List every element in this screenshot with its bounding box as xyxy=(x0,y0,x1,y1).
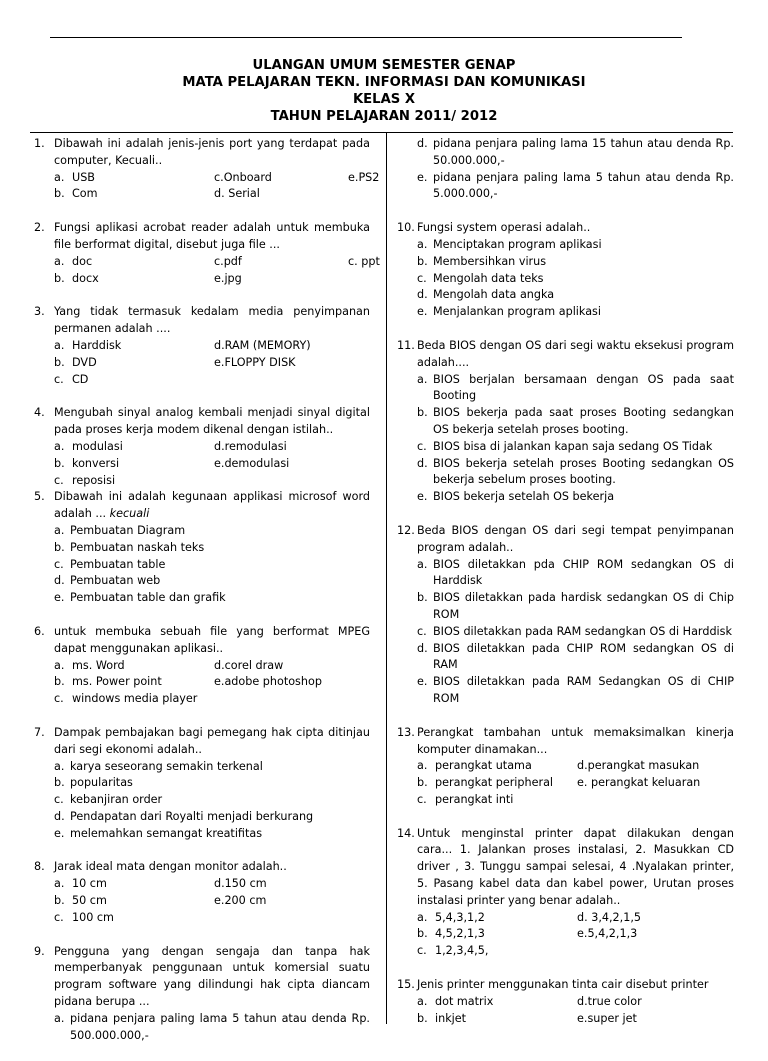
option-text: BIOS diletakkan pada hardisk sedangkan OS di Chip ROM xyxy=(433,591,734,621)
option-text: dot matrix xyxy=(435,994,494,1008)
question-text xyxy=(34,725,370,759)
option-text: d. 3,4,2,1,5 xyxy=(577,910,642,924)
option-letter: c. xyxy=(417,944,427,958)
question-item xyxy=(34,405,370,489)
question-item xyxy=(397,725,734,809)
option-text: popularitas xyxy=(70,776,133,790)
option-letter: b. xyxy=(417,927,428,941)
question-item xyxy=(397,220,734,321)
answer-row xyxy=(54,876,370,893)
answer-options xyxy=(417,372,734,506)
option-text: d.true color xyxy=(577,994,642,1008)
answer-options xyxy=(54,439,370,489)
question-item xyxy=(34,859,370,926)
answer-option xyxy=(54,826,370,843)
option-text: e.jpg xyxy=(214,271,242,285)
answer-option xyxy=(417,304,734,321)
answer-row xyxy=(54,254,380,271)
option-letter: e. xyxy=(417,170,428,184)
question-emphasis: kecuali xyxy=(109,507,150,521)
question-number: 4. xyxy=(34,406,45,420)
option-text: c.Onboard xyxy=(214,170,272,184)
option-letter: a. xyxy=(54,1011,65,1025)
answer-option xyxy=(417,271,734,288)
answer-options xyxy=(54,523,370,607)
question-item xyxy=(34,624,370,708)
answer-option xyxy=(54,792,370,809)
option-text: ms. Word xyxy=(72,658,125,672)
option-text: pidana penjara paling lama 15 tahun atau denda Rp. 50.000.000,- xyxy=(433,137,734,167)
header-line-4: TAHUN PELAJARAN 2011/ 2012 xyxy=(270,109,498,124)
header-line-3: KELAS X xyxy=(352,92,416,107)
option-text: reposisi xyxy=(72,473,116,487)
option-text: perangkat peripheral xyxy=(435,776,554,790)
answer-option xyxy=(54,809,370,826)
option-letter: a. xyxy=(54,170,65,184)
question-item xyxy=(397,977,734,1027)
option-text: d.remodulasi xyxy=(214,439,287,453)
option-text: pidana penjara paling lama 5 tahun atau denda Rp. 5.000.000,- xyxy=(433,170,734,201)
option-letter: b. xyxy=(54,776,65,790)
option-text: Harddisk xyxy=(72,338,122,352)
option-text: modulasi xyxy=(72,439,123,453)
option-letter: b. xyxy=(54,894,65,908)
option-text: Mengolah data teks xyxy=(433,271,544,285)
question-body: Pengguna yang dengan sengaja dan tanpa hak memperbanyak penggunaan untuk komersial suatu program software yang dilindungi hak cipta diancam pidana berupa ... xyxy=(54,944,370,1009)
question-number: 8. xyxy=(34,860,45,874)
option-text: e.demodulasi xyxy=(214,456,290,470)
answer-options xyxy=(54,338,370,388)
option-letter: e. xyxy=(54,826,65,840)
answer-option xyxy=(417,136,734,170)
question-item xyxy=(34,944,370,1045)
option-text: c. ppt xyxy=(348,254,380,268)
option-text: kebanjiran order xyxy=(70,793,163,807)
option-letter: b. xyxy=(54,271,65,285)
answer-row xyxy=(54,691,370,708)
left-column xyxy=(34,136,380,1061)
option-text: d.corel draw xyxy=(214,658,284,672)
question-text xyxy=(397,977,734,994)
option-letter: a. xyxy=(54,254,65,268)
question-body: Dibawah ini adalah jenis-jenis port yang terdapat pada computer, Kecuali.. xyxy=(54,137,370,167)
option-letter: b. xyxy=(54,187,65,201)
option-text: 100 cm xyxy=(72,910,114,924)
answer-option xyxy=(54,523,370,540)
question-item xyxy=(397,523,734,708)
answer-options xyxy=(54,876,370,926)
question-body: Beda BIOS dengan OS dari segi tempat penyimpanan program adalah.. xyxy=(417,523,734,554)
option-letter: a. xyxy=(417,237,428,251)
option-letter: d. xyxy=(417,288,428,302)
option-text: DVD xyxy=(72,355,97,369)
option-letter: b. xyxy=(417,254,428,268)
answer-row xyxy=(417,775,734,792)
question-number: 5. xyxy=(34,490,45,504)
option-text: d.perangkat masukan xyxy=(577,759,700,773)
answer-options xyxy=(54,658,370,708)
answer-option xyxy=(54,573,370,590)
option-text: BIOS diletakkan pada CHIP ROM sedangkan OS di RAM xyxy=(433,641,734,672)
answer-options xyxy=(417,237,734,321)
question-text xyxy=(34,405,370,439)
option-text: BIOS berjalan bersamaan dengan OS pada saat Booting xyxy=(433,372,734,403)
answer-option xyxy=(417,557,734,591)
option-text: 1,2,3,4,5, xyxy=(435,944,489,958)
option-letter: c. xyxy=(417,439,427,453)
option-text: perangkat utama xyxy=(435,759,532,773)
option-text: e.adobe photoshop xyxy=(214,675,322,689)
question-item xyxy=(34,220,380,287)
answer-option xyxy=(417,254,734,271)
option-letter: d. xyxy=(417,456,428,470)
answer-row xyxy=(417,1011,734,1028)
answer-option xyxy=(417,237,734,254)
answer-row xyxy=(417,994,734,1011)
option-text: Pembuatan table dan grafik xyxy=(70,591,226,605)
option-text: inkjet xyxy=(435,1011,467,1025)
answer-row xyxy=(54,372,370,389)
question-number: 11. xyxy=(397,338,415,352)
option-letter: b. xyxy=(54,456,65,470)
question-item xyxy=(34,489,370,607)
answer-options xyxy=(417,994,734,1028)
option-letter: a. xyxy=(54,338,65,352)
option-text: pidana penjara paling lama 5 tahun atau denda Rp. 500.000.000,- xyxy=(70,1011,370,1042)
question-body: Perangkat tambahan untuk memaksimalkan kinerja komputer dinamakan... xyxy=(417,725,734,756)
question-text xyxy=(34,136,370,170)
question-number: 2. xyxy=(34,221,45,235)
option-text: e. perangkat keluaran xyxy=(577,776,701,790)
answer-row xyxy=(54,658,370,675)
option-text: Mengolah data angka xyxy=(433,288,555,302)
answer-row xyxy=(54,170,380,187)
option-letter: c. xyxy=(417,792,427,806)
question-body: untuk membuka sebuah file yang berformat MPEG dapat menggunakan aplikasi.. xyxy=(54,624,370,655)
option-text: Pembuatan table xyxy=(70,557,166,571)
option-text: BIOS diletakkan pada RAM sedangkan OS di Harddisk xyxy=(433,624,732,638)
answer-option xyxy=(417,372,734,406)
option-letter: a. xyxy=(54,759,65,773)
option-letter: e. xyxy=(54,591,65,605)
answer-option xyxy=(417,439,734,456)
question-text xyxy=(34,489,370,523)
question-number: 3. xyxy=(34,305,45,319)
option-letter: a. xyxy=(417,994,428,1008)
option-text: Membersihkan virus xyxy=(433,254,547,268)
answer-row xyxy=(54,473,370,490)
option-text: d.150 cm xyxy=(214,877,267,891)
option-text: BIOS bekerja setelah proses Booting sedangkan OS bekerja sebelum proses booting. xyxy=(433,456,734,487)
answer-option xyxy=(54,540,370,557)
option-letter: a. xyxy=(417,557,428,571)
option-letter: b. xyxy=(54,355,65,369)
question-text xyxy=(397,523,734,557)
question-item xyxy=(34,136,380,203)
option-letter: c. xyxy=(54,557,64,571)
option-letter: c. xyxy=(417,624,427,638)
answer-row xyxy=(54,893,370,910)
question-number: 10. xyxy=(397,221,415,235)
answer-option xyxy=(54,1011,370,1045)
option-letter: d. xyxy=(417,641,428,655)
option-text: konversi xyxy=(72,456,120,470)
question-number: 9. xyxy=(34,944,45,958)
answer-option xyxy=(417,641,734,675)
option-text: melemahkan semangat kreatifitas xyxy=(70,826,263,840)
question-body: Beda BIOS dengan OS dari segi waktu eksekusi program adalah.... xyxy=(417,338,734,369)
question-number: 6. xyxy=(34,624,45,638)
answer-row xyxy=(54,186,370,203)
option-letter: a. xyxy=(417,910,428,924)
question-body: Yang tidak termasuk kedalam media penyimpanan permanen adalah .... xyxy=(54,305,370,336)
question-number: 12. xyxy=(397,523,415,537)
option-text: e.super jet xyxy=(577,1011,637,1025)
answer-row xyxy=(54,910,370,927)
option-text: c.pdf xyxy=(214,254,242,268)
question-text xyxy=(34,944,370,1011)
option-text: USB xyxy=(72,170,95,184)
option-letter: e. xyxy=(417,675,428,689)
answer-options xyxy=(417,557,734,708)
option-text: Menciptakan program aplikasi xyxy=(433,237,602,251)
question-text xyxy=(34,220,370,254)
option-letter: c. xyxy=(54,793,64,807)
answer-row xyxy=(54,439,370,456)
option-letter: c. xyxy=(54,473,64,487)
question-body: Fungsi system operasi adalah.. xyxy=(417,221,591,235)
option-letter: c. xyxy=(54,372,64,386)
answer-row xyxy=(417,926,734,943)
option-letter: e. xyxy=(417,305,428,319)
answer-row xyxy=(417,792,734,809)
question-text xyxy=(34,304,370,338)
answer-row xyxy=(417,910,734,927)
option-text: e.5,4,2,1,3 xyxy=(577,927,638,941)
question-text xyxy=(34,859,370,876)
answer-options xyxy=(54,170,380,204)
question-body: Untuk menginstal printer dapat dilakukan dengan cara... 1. Jalankan proses instalasi, 2. Masukkan CD driver , 3. Tunggu sampai selesai, 4 .Nyalakan printer, 5. Pasang kabel data dan kabel power, Urutan proses instalasi printer yang benar adalah.. xyxy=(417,826,734,907)
question-body: Jarak ideal mata dengan monitor adalah.. xyxy=(54,860,287,874)
answer-option xyxy=(417,624,734,641)
answer-row xyxy=(54,674,370,691)
answer-option xyxy=(417,405,734,439)
option-text: windows media player xyxy=(72,692,198,706)
option-text: BIOS bekerja pada saat proses Booting sedangkan OS bekerja setelah proses booting. xyxy=(433,406,734,436)
option-text: 10 cm xyxy=(72,877,107,891)
option-letter: e. xyxy=(417,490,428,504)
option-letter: d. xyxy=(417,137,428,150)
option-text: 50 cm xyxy=(72,894,107,908)
option-letter: b. xyxy=(417,1011,428,1025)
option-letter: b. xyxy=(417,406,428,420)
answer-options xyxy=(54,1011,370,1045)
answer-option xyxy=(417,170,734,204)
option-letter: b. xyxy=(54,675,65,689)
option-text: e.200 cm xyxy=(214,894,267,908)
question-number: 13. xyxy=(397,725,415,739)
option-text: doc xyxy=(72,254,93,268)
option-text: e.PS2 xyxy=(348,170,380,184)
answer-options xyxy=(54,254,380,288)
question-number: 14. xyxy=(397,826,415,840)
answer-option xyxy=(417,287,734,304)
option-letter: c. xyxy=(54,692,64,706)
option-text: Pembuatan naskah teks xyxy=(70,540,205,554)
answer-row xyxy=(54,338,370,355)
question-number: 7. xyxy=(34,725,45,739)
option-text: BIOS diletakkan pada RAM Sedangkan OS di CHIP ROM xyxy=(433,675,734,705)
answer-option xyxy=(417,590,734,624)
exam-header xyxy=(0,57,768,125)
option-text: docx xyxy=(72,271,99,285)
question-body: Fungsi aplikasi acrobat reader adalah untuk membuka file berformat digital, disebut juga file ... xyxy=(54,221,370,251)
question-number: 15. xyxy=(397,978,415,992)
option-text: karya seseorang semakin terkenal xyxy=(70,759,263,773)
option-text: perangkat inti xyxy=(435,792,514,806)
question-item xyxy=(397,136,734,203)
option-text: d.RAM (MEMORY) xyxy=(214,338,311,352)
option-text: Menjalankan program aplikasi xyxy=(433,305,601,319)
answer-option xyxy=(54,775,370,792)
question-body: Dampak pembajakan bagi pemegang hak cipta ditinjau dari segi ekonomi adalah.. xyxy=(54,725,370,756)
question-number: 1. xyxy=(34,137,45,150)
answer-option xyxy=(417,489,734,506)
question-text xyxy=(397,220,734,237)
answer-option xyxy=(417,674,734,708)
option-text: BIOS diletakkan pda CHIP ROM sedangkan OS di Harddisk xyxy=(433,557,734,588)
header-line-1: ULANGAN UMUM SEMESTER GENAP xyxy=(252,58,516,73)
answer-options xyxy=(417,136,734,203)
top-rule xyxy=(50,37,682,38)
question-item xyxy=(34,725,370,843)
answer-row xyxy=(417,943,734,960)
answer-option xyxy=(54,759,370,776)
option-text: 5,4,3,1,2 xyxy=(435,910,485,924)
option-letter: a. xyxy=(54,439,65,453)
answer-options xyxy=(54,759,370,843)
option-letter: a. xyxy=(54,658,65,672)
option-text: CD xyxy=(72,372,89,386)
option-letter: c. xyxy=(54,910,64,924)
option-letter: a. xyxy=(417,759,428,773)
question-item xyxy=(397,338,734,506)
option-text: Com xyxy=(72,187,98,201)
option-text: BIOS bekerja setelah OS bekerja xyxy=(433,490,615,504)
answer-row xyxy=(54,355,370,372)
option-text: Pembuatan web xyxy=(70,574,161,588)
option-letter: b. xyxy=(417,591,428,605)
option-letter: c. xyxy=(417,271,427,285)
answer-options xyxy=(417,910,734,960)
answer-option xyxy=(54,557,370,574)
option-letter: a. xyxy=(54,877,65,891)
option-text: e.FLOPPY DISK xyxy=(214,355,296,369)
option-letter: a. xyxy=(417,372,428,386)
option-text: ms. Power point xyxy=(72,675,162,689)
option-text: 4,5,2,1,3 xyxy=(435,927,485,941)
question-body: Dibawah ini adalah kegunaan applikasi microsof word adalah ... xyxy=(54,490,370,521)
header-rule xyxy=(30,132,733,133)
option-text: Pendapatan dari Royalti menjadi berkurang xyxy=(70,809,314,823)
question-body: Jenis printer menggunakan tinta cair disebut printer xyxy=(417,978,709,992)
option-text: d. Serial xyxy=(214,187,260,201)
option-letter: a. xyxy=(54,523,65,537)
right-column xyxy=(397,136,734,1044)
question-text xyxy=(397,338,734,372)
option-letter: d. xyxy=(54,809,65,823)
answer-row xyxy=(54,271,370,288)
option-letter: b. xyxy=(417,776,428,790)
header-line-2: MATA PELAJARAN TEKN. INFORMASI DAN KOMUNIKASI xyxy=(182,75,586,90)
column-divider xyxy=(386,133,387,1024)
question-text xyxy=(397,725,734,759)
answer-row xyxy=(54,456,370,473)
option-letter: d. xyxy=(54,574,65,588)
option-text: BIOS bisa di jalankan kapan saja sedang OS Tidak xyxy=(433,439,713,453)
question-text xyxy=(397,826,734,910)
question-body: Mengubah sinyal analog kembali menjadi sinyal digital pada proses kerja modem dikenal dengan istilah.. xyxy=(54,406,370,437)
option-letter: b. xyxy=(54,540,65,554)
answer-options xyxy=(417,758,734,808)
option-text: Pembuatan Diagram xyxy=(70,523,186,537)
answer-option xyxy=(54,590,370,607)
answer-row xyxy=(417,758,734,775)
question-text xyxy=(34,624,370,658)
question-item xyxy=(397,826,734,960)
answer-option xyxy=(417,456,734,490)
question-item xyxy=(34,304,370,388)
